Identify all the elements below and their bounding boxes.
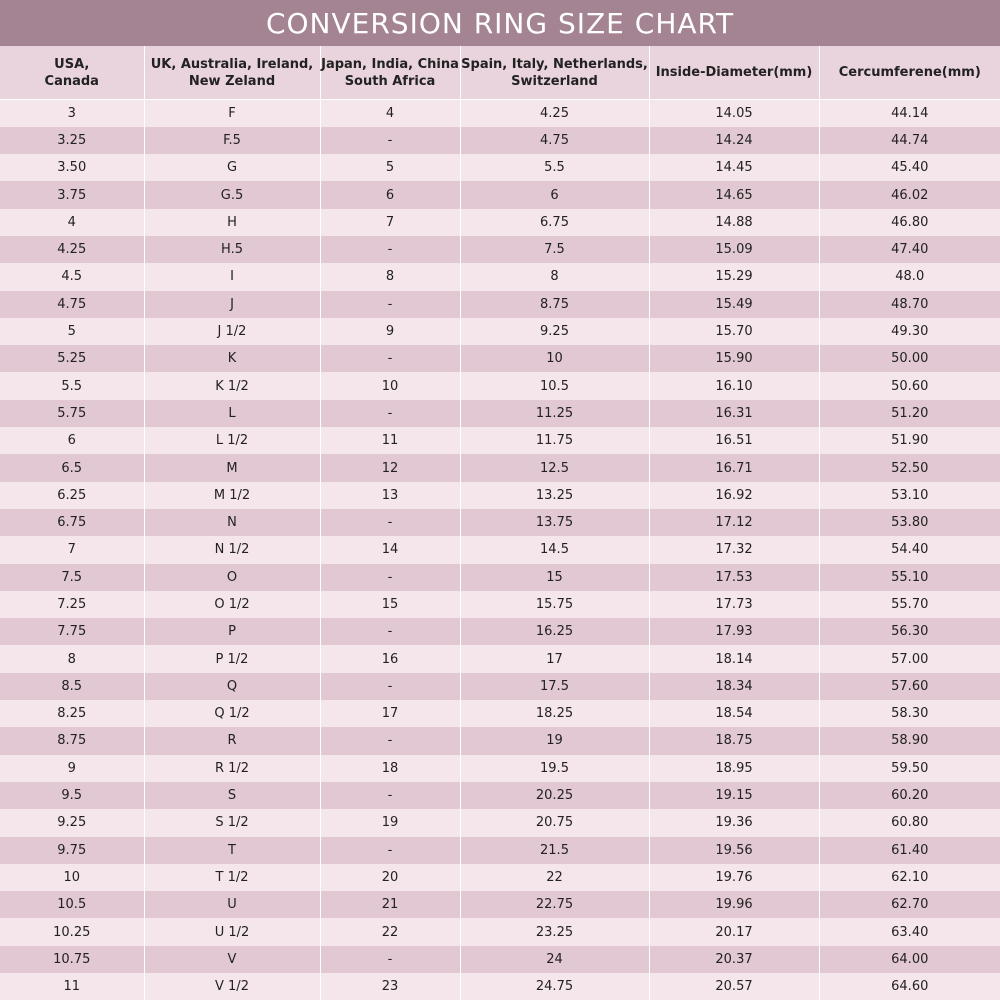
table-row <box>0 946 1000 973</box>
header-spain-italy-netherlands: Spain, Italy, Netherlands, Switzerland <box>460 46 649 100</box>
usa-size-cell: 4.25 <box>0 236 144 263</box>
europe-size-cell: 7.5 <box>460 236 649 263</box>
usa-size-cell: 6 <box>0 427 144 454</box>
table-row <box>0 591 1000 618</box>
table-row <box>0 209 1000 236</box>
uk-size-cell: U 1/2 <box>144 918 320 945</box>
table-row <box>0 400 1000 427</box>
japan-size-cell: 9 <box>320 318 460 345</box>
table-row <box>0 673 1000 700</box>
uk-size-cell: T <box>144 837 320 864</box>
table-row <box>0 837 1000 864</box>
japan-size-cell: - <box>320 673 460 700</box>
uk-size-cell: O 1/2 <box>144 591 320 618</box>
circumference-cell: 64.00 <box>819 946 1000 973</box>
table-row <box>0 372 1000 399</box>
europe-size-cell: 19 <box>460 727 649 754</box>
diameter-cell: 18.95 <box>649 755 819 782</box>
europe-size-cell: 12.5 <box>460 454 649 481</box>
uk-size-cell: P 1/2 <box>144 645 320 672</box>
circumference-cell: 58.90 <box>819 727 1000 754</box>
usa-size-cell: 9.5 <box>0 782 144 809</box>
table-row <box>0 154 1000 181</box>
circumference-cell: 59.50 <box>819 755 1000 782</box>
table-row <box>0 755 1000 782</box>
table-row <box>0 618 1000 645</box>
uk-size-cell: Q 1/2 <box>144 700 320 727</box>
circumference-cell: 55.70 <box>819 591 1000 618</box>
europe-size-cell: 14.5 <box>460 536 649 563</box>
usa-size-cell: 5.75 <box>0 400 144 427</box>
circumference-cell: 47.40 <box>819 236 1000 263</box>
uk-size-cell: J <box>144 291 320 318</box>
usa-size-cell: 6.75 <box>0 509 144 536</box>
usa-size-cell: 3.75 <box>0 181 144 208</box>
table-row <box>0 564 1000 591</box>
uk-size-cell: T 1/2 <box>144 864 320 891</box>
europe-size-cell: 13.75 <box>460 509 649 536</box>
circumference-cell: 51.90 <box>819 427 1000 454</box>
usa-size-cell: 4 <box>0 209 144 236</box>
usa-size-cell: 9.75 <box>0 837 144 864</box>
diameter-cell: 20.57 <box>649 973 819 1000</box>
uk-size-cell: V 1/2 <box>144 973 320 1000</box>
japan-size-cell: - <box>320 564 460 591</box>
table-row <box>0 100 1000 127</box>
diameter-cell: 14.45 <box>649 154 819 181</box>
europe-size-cell: 8.75 <box>460 291 649 318</box>
uk-size-cell: N 1/2 <box>144 536 320 563</box>
table-row <box>0 318 1000 345</box>
uk-size-cell: S 1/2 <box>144 809 320 836</box>
uk-size-cell: N <box>144 509 320 536</box>
uk-size-cell: M 1/2 <box>144 482 320 509</box>
circumference-cell: 64.60 <box>819 973 1000 1000</box>
table-row <box>0 236 1000 263</box>
ring-size-table <box>0 46 1000 1000</box>
circumference-cell: 62.70 <box>819 891 1000 918</box>
uk-size-cell: G.5 <box>144 181 320 208</box>
header-japan-india-china: Japan, India, China South Africa <box>320 46 460 100</box>
japan-size-cell: - <box>320 782 460 809</box>
japan-size-cell: 10 <box>320 372 460 399</box>
table-row <box>0 809 1000 836</box>
japan-size-cell: - <box>320 727 460 754</box>
usa-size-cell: 10 <box>0 864 144 891</box>
europe-size-cell: 16.25 <box>460 618 649 645</box>
japan-size-cell: 16 <box>320 645 460 672</box>
table-row <box>0 509 1000 536</box>
japan-size-cell: 13 <box>320 482 460 509</box>
usa-size-cell: 8.75 <box>0 727 144 754</box>
circumference-cell: 57.00 <box>819 645 1000 672</box>
diameter-cell: 17.32 <box>649 536 819 563</box>
diameter-cell: 15.29 <box>649 263 819 290</box>
diameter-cell: 15.90 <box>649 345 819 372</box>
diameter-cell: 20.37 <box>649 946 819 973</box>
japan-size-cell: - <box>320 236 460 263</box>
uk-size-cell: L <box>144 400 320 427</box>
usa-size-cell: 3 <box>0 100 144 127</box>
japan-size-cell: 19 <box>320 809 460 836</box>
circumference-cell: 56.30 <box>819 618 1000 645</box>
europe-size-cell: 15.75 <box>460 591 649 618</box>
japan-size-cell: 21 <box>320 891 460 918</box>
uk-size-cell: K 1/2 <box>144 372 320 399</box>
usa-size-cell: 7.5 <box>0 564 144 591</box>
header-circumference: Cercumferene(mm) <box>819 46 1000 100</box>
usa-size-cell: 5.25 <box>0 345 144 372</box>
uk-size-cell: F.5 <box>144 127 320 154</box>
europe-size-cell: 9.25 <box>460 318 649 345</box>
uk-size-cell: M <box>144 454 320 481</box>
uk-size-cell: R 1/2 <box>144 755 320 782</box>
header-inside-diameter: Inside-Diameter(mm) <box>649 46 819 100</box>
europe-size-cell: 20.75 <box>460 809 649 836</box>
table-row <box>0 536 1000 563</box>
diameter-cell: 16.92 <box>649 482 819 509</box>
diameter-cell: 14.88 <box>649 209 819 236</box>
circumference-cell: 53.80 <box>819 509 1000 536</box>
table-row <box>0 918 1000 945</box>
diameter-cell: 14.65 <box>649 181 819 208</box>
uk-size-cell: Q <box>144 673 320 700</box>
circumference-cell: 58.30 <box>819 700 1000 727</box>
usa-size-cell: 3.50 <box>0 154 144 181</box>
diameter-cell: 18.75 <box>649 727 819 754</box>
usa-size-cell: 3.25 <box>0 127 144 154</box>
circumference-cell: 51.20 <box>819 400 1000 427</box>
diameter-cell: 19.76 <box>649 864 819 891</box>
japan-size-cell: - <box>320 400 460 427</box>
europe-size-cell: 19.5 <box>460 755 649 782</box>
usa-size-cell: 7.25 <box>0 591 144 618</box>
table-row <box>0 482 1000 509</box>
japan-size-cell: - <box>320 509 460 536</box>
diameter-cell: 16.71 <box>649 454 819 481</box>
europe-size-cell: 4.75 <box>460 127 649 154</box>
japan-size-cell: 17 <box>320 700 460 727</box>
diameter-cell: 17.73 <box>649 591 819 618</box>
uk-size-cell: K <box>144 345 320 372</box>
japan-size-cell: 8 <box>320 263 460 290</box>
uk-size-cell: H.5 <box>144 236 320 263</box>
usa-size-cell: 10.25 <box>0 918 144 945</box>
japan-size-cell: 20 <box>320 864 460 891</box>
usa-size-cell: 8.25 <box>0 700 144 727</box>
circumference-cell: 48.70 <box>819 291 1000 318</box>
diameter-cell: 19.36 <box>649 809 819 836</box>
japan-size-cell: 18 <box>320 755 460 782</box>
japan-size-cell: 6 <box>320 181 460 208</box>
europe-size-cell: 8 <box>460 263 649 290</box>
europe-size-cell: 10.5 <box>460 372 649 399</box>
diameter-cell: 19.15 <box>649 782 819 809</box>
circumference-cell: 50.00 <box>819 345 1000 372</box>
europe-size-cell: 11.25 <box>460 400 649 427</box>
diameter-cell: 19.96 <box>649 891 819 918</box>
europe-size-cell: 5.5 <box>460 154 649 181</box>
uk-size-cell: I <box>144 263 320 290</box>
uk-size-cell: J 1/2 <box>144 318 320 345</box>
europe-size-cell: 10 <box>460 345 649 372</box>
header-usa-canada: USA, Canada <box>0 46 144 100</box>
japan-size-cell: - <box>320 946 460 973</box>
circumference-cell: 61.40 <box>819 837 1000 864</box>
table-row <box>0 127 1000 154</box>
circumference-cell: 44.14 <box>819 100 1000 127</box>
europe-size-cell: 22 <box>460 864 649 891</box>
table-row <box>0 864 1000 891</box>
uk-size-cell: S <box>144 782 320 809</box>
japan-size-cell: - <box>320 618 460 645</box>
circumference-cell: 45.40 <box>819 154 1000 181</box>
usa-size-cell: 9.25 <box>0 809 144 836</box>
uk-size-cell: F <box>144 100 320 127</box>
circumference-cell: 52.50 <box>819 454 1000 481</box>
table-row <box>0 427 1000 454</box>
table-row <box>0 727 1000 754</box>
japan-size-cell: 5 <box>320 154 460 181</box>
table-row <box>0 891 1000 918</box>
japan-size-cell: 11 <box>320 427 460 454</box>
diameter-cell: 15.09 <box>649 236 819 263</box>
circumference-cell: 46.80 <box>819 209 1000 236</box>
diameter-cell: 20.17 <box>649 918 819 945</box>
uk-size-cell: H <box>144 209 320 236</box>
japan-size-cell: - <box>320 127 460 154</box>
table-row <box>0 291 1000 318</box>
usa-size-cell: 7 <box>0 536 144 563</box>
europe-size-cell: 24.75 <box>460 973 649 1000</box>
diameter-cell: 18.34 <box>649 673 819 700</box>
europe-size-cell: 18.25 <box>460 700 649 727</box>
table-row <box>0 454 1000 481</box>
diameter-cell: 15.70 <box>649 318 819 345</box>
circumference-cell: 44.74 <box>819 127 1000 154</box>
japan-size-cell: - <box>320 837 460 864</box>
uk-size-cell: R <box>144 727 320 754</box>
chart-title: CONVERSION RING SIZE CHART <box>0 0 1000 46</box>
usa-size-cell: 7.75 <box>0 618 144 645</box>
europe-size-cell: 21.5 <box>460 837 649 864</box>
usa-size-cell: 9 <box>0 755 144 782</box>
uk-size-cell: V <box>144 946 320 973</box>
uk-size-cell: U <box>144 891 320 918</box>
usa-size-cell: 6.5 <box>0 454 144 481</box>
diameter-cell: 17.93 <box>649 618 819 645</box>
europe-size-cell: 13.25 <box>460 482 649 509</box>
circumference-cell: 54.40 <box>819 536 1000 563</box>
europe-size-cell: 23.25 <box>460 918 649 945</box>
usa-size-cell: 4.75 <box>0 291 144 318</box>
europe-size-cell: 4.25 <box>460 100 649 127</box>
diameter-cell: 19.56 <box>649 837 819 864</box>
usa-size-cell: 4.5 <box>0 263 144 290</box>
table-row <box>0 700 1000 727</box>
japan-size-cell: - <box>320 345 460 372</box>
diameter-cell: 16.10 <box>649 372 819 399</box>
circumference-cell: 60.80 <box>819 809 1000 836</box>
europe-size-cell: 6.75 <box>460 209 649 236</box>
japan-size-cell: 23 <box>320 973 460 1000</box>
usa-size-cell: 10.75 <box>0 946 144 973</box>
usa-size-cell: 11 <box>0 973 144 1000</box>
usa-size-cell: 8 <box>0 645 144 672</box>
circumference-cell: 57.60 <box>819 673 1000 700</box>
diameter-cell: 17.53 <box>649 564 819 591</box>
europe-size-cell: 24 <box>460 946 649 973</box>
europe-size-cell: 20.25 <box>460 782 649 809</box>
japan-size-cell: 14 <box>320 536 460 563</box>
usa-size-cell: 6.25 <box>0 482 144 509</box>
usa-size-cell: 5.5 <box>0 372 144 399</box>
diameter-cell: 16.31 <box>649 400 819 427</box>
japan-size-cell: 22 <box>320 918 460 945</box>
japan-size-cell: - <box>320 291 460 318</box>
circumference-cell: 49.30 <box>819 318 1000 345</box>
uk-size-cell: O <box>144 564 320 591</box>
table-row <box>0 782 1000 809</box>
table-header <box>0 46 1000 100</box>
japan-size-cell: 12 <box>320 454 460 481</box>
table-row <box>0 345 1000 372</box>
japan-size-cell: 4 <box>320 100 460 127</box>
uk-size-cell: P <box>144 618 320 645</box>
europe-size-cell: 6 <box>460 181 649 208</box>
europe-size-cell: 11.75 <box>460 427 649 454</box>
table-row <box>0 181 1000 208</box>
circumference-cell: 53.10 <box>819 482 1000 509</box>
circumference-cell: 55.10 <box>819 564 1000 591</box>
circumference-cell: 63.40 <box>819 918 1000 945</box>
diameter-cell: 18.54 <box>649 700 819 727</box>
circumference-cell: 50.60 <box>819 372 1000 399</box>
table-row <box>0 973 1000 1000</box>
uk-size-cell: L 1/2 <box>144 427 320 454</box>
table-row <box>0 645 1000 672</box>
circumference-cell: 48.0 <box>819 263 1000 290</box>
diameter-cell: 16.51 <box>649 427 819 454</box>
diameter-cell: 15.49 <box>649 291 819 318</box>
usa-size-cell: 5 <box>0 318 144 345</box>
diameter-cell: 18.14 <box>649 645 819 672</box>
europe-size-cell: 15 <box>460 564 649 591</box>
japan-size-cell: 15 <box>320 591 460 618</box>
header-uk-australia-ireland: UK, Australia, Ireland, New Zeland <box>144 46 320 100</box>
europe-size-cell: 17.5 <box>460 673 649 700</box>
europe-size-cell: 22.75 <box>460 891 649 918</box>
usa-size-cell: 8.5 <box>0 673 144 700</box>
table-row <box>0 263 1000 290</box>
uk-size-cell: G <box>144 154 320 181</box>
diameter-cell: 14.24 <box>649 127 819 154</box>
circumference-cell: 60.20 <box>819 782 1000 809</box>
usa-size-cell: 10.5 <box>0 891 144 918</box>
circumference-cell: 62.10 <box>819 864 1000 891</box>
diameter-cell: 17.12 <box>649 509 819 536</box>
circumference-cell: 46.02 <box>819 181 1000 208</box>
diameter-cell: 14.05 <box>649 100 819 127</box>
europe-size-cell: 17 <box>460 645 649 672</box>
table-body <box>0 100 1000 1000</box>
japan-size-cell: 7 <box>320 209 460 236</box>
